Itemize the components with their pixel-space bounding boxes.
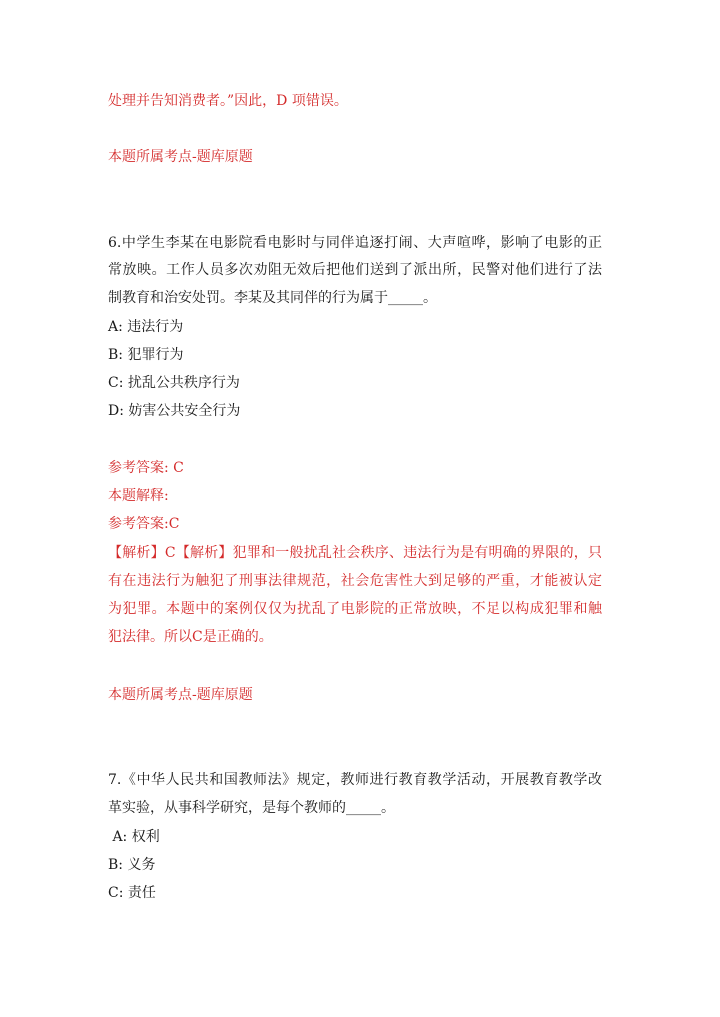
q7-option-a: A: 权利 (108, 829, 160, 845)
q7-stem-line-2: 革实验，从事科学研究，是每个教师的_____。 (108, 800, 395, 816)
q7-option-c: C: 责任 (108, 885, 156, 901)
q7-stem-line-1: 7.《中华人民共和国教师法》规定，教师进行教育教学活动，开展教育教学改 (108, 772, 602, 788)
q6-analysis-line-4: 犯法律。所以C是正确的。 (108, 629, 273, 645)
q6-answer: 参考答案: C (108, 460, 184, 476)
q6-option-a: A: 违法行为 (108, 319, 184, 335)
q6-option-b: B: 犯罪行为 (108, 347, 184, 363)
q6-option-c: C: 扰乱公共秩序行为 (108, 375, 240, 391)
q6-analysis-line-3: 为犯罪。本题中的案例仅仅为扰乱了电影院的正常放映，不足以构成犯罪和触 (108, 601, 602, 617)
q6-analysis-line-1: 【解析】C【解析】犯罪和一般扰乱社会秩序、违法行为是有明确的界限的，只 (108, 545, 602, 561)
q6-explanation-label: 本题解释: (108, 488, 169, 504)
q6-option-d: D: 妨害公共安全行为 (108, 403, 241, 419)
q6-stem-line-2: 常放映。工作人员多次劝阻无效后把他们送到了派出所，民警对他们进行了法 (108, 262, 602, 278)
q5-source-note: 本题所属考点-题库原题 (108, 149, 253, 165)
q6-analysis-line-2: 有在违法行为触犯了刑事法律规范，社会危害性大到足够的严重，才能被认定 (108, 573, 602, 589)
q6-stem-line-1: 6.中学生李某在电影院看电影时与同伴追逐打闹、大声喧哗，影响了电影的正 (108, 235, 602, 251)
q6-stem-line-3: 制教育和治安处罚。李某及其同伴的行为属于_____。 (108, 290, 437, 306)
q6-source-note: 本题所属考点-题库原题 (108, 687, 253, 703)
q6-answer-repeat: 参考答案:C (108, 516, 180, 532)
q7-option-b: B: 义务 (108, 857, 156, 873)
q5-analysis-end: 处理并告知消费者。”因此，D 项错误。 (108, 93, 348, 109)
